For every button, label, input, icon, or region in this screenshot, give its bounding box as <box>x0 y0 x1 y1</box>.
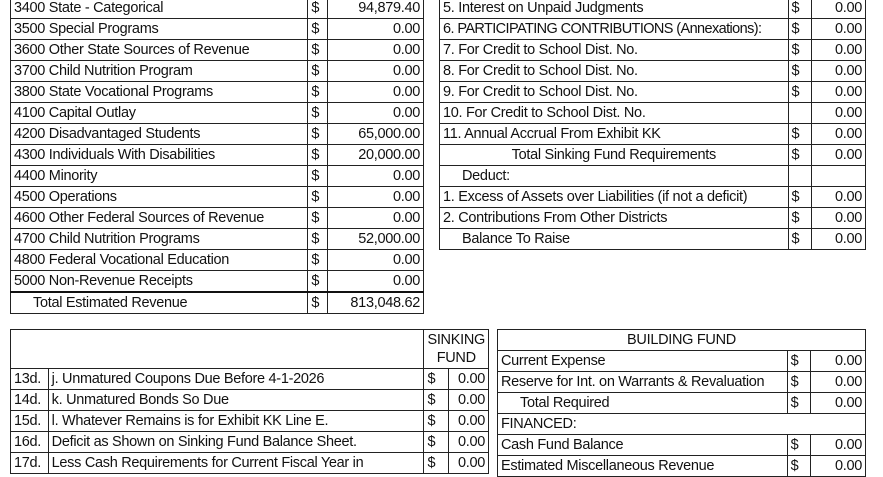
table-row <box>11 82 424 103</box>
currency-sign: $ <box>788 61 812 82</box>
table-row <box>11 250 424 271</box>
building-fund-table <box>497 329 866 477</box>
currency-sign: $ <box>788 124 812 145</box>
sinking-req-amount: 0.00 <box>812 0 866 19</box>
sinking-fund-label: j. Unmatured Coupons Due Before 4-1-2026 <box>48 369 424 390</box>
currency-sign: $ <box>308 145 328 166</box>
currency-sign: $ <box>788 208 812 229</box>
table-row <box>498 414 866 435</box>
sinking-fund-label: k. Unmatured Bonds So Due <box>48 390 424 411</box>
revenue-amount: 0.00 <box>328 61 424 82</box>
currency-sign: $ <box>788 229 812 250</box>
table-row <box>11 432 489 453</box>
currency-sign: $ <box>308 19 328 40</box>
revenue-amount: 94,879.40 <box>328 0 424 19</box>
sinking-fund-amount: 0.00 <box>449 390 489 411</box>
table-row <box>498 393 866 414</box>
building-fund-amount: 0.00 <box>811 372 866 393</box>
sinking-req-label: 9. For Credit to School Dist. No. <box>440 82 789 103</box>
revenue-amount: 20,000.00 <box>328 145 424 166</box>
currency-sign <box>788 166 812 187</box>
table-row <box>440 187 866 208</box>
building-fund-label: Total Required <box>498 393 788 414</box>
building-fund-amount: 0.00 <box>811 456 866 477</box>
table-row <box>498 435 866 456</box>
sinking-req-amount: 0.00 <box>812 40 866 61</box>
sinking-req-label: 2. Contributions From Other Districts <box>440 208 789 229</box>
line-code: 15d. <box>11 411 49 432</box>
currency-sign: $ <box>424 432 449 453</box>
currency-sign: $ <box>308 82 328 103</box>
sinking-req-label: Balance To Raise <box>440 229 789 250</box>
currency-sign: $ <box>308 103 328 124</box>
table-row <box>440 208 866 229</box>
currency-sign: $ <box>308 208 328 229</box>
table-row <box>11 208 424 229</box>
table-row <box>11 271 424 293</box>
sinking-req-label: 8. For Credit to School Dist. No. <box>440 61 789 82</box>
table-row <box>11 187 424 208</box>
building-fund-amount: 0.00 <box>811 435 866 456</box>
sinking-fund-header-line2: FUND <box>436 350 476 366</box>
revenue-amount: 0.00 <box>328 271 424 293</box>
revenue-table <box>10 0 424 314</box>
revenue-amount: 0.00 <box>328 40 424 61</box>
table-row <box>11 229 424 250</box>
line-code: 14d. <box>11 390 49 411</box>
sinking-fund-label: l. Whatever Remains is for Exhibit KK Line E. <box>48 411 424 432</box>
sinking-fund-table <box>10 329 489 474</box>
currency-sign: $ <box>788 0 812 19</box>
sinking-req-amount: 0.00 <box>812 208 866 229</box>
revenue-amount: 0.00 <box>328 166 424 187</box>
revenue-amount: 0.00 <box>328 250 424 271</box>
building-fund-amount: 0.00 <box>811 351 866 372</box>
revenue-label: 4300 Individuals With Disabilities <box>11 145 308 166</box>
revenue-amount: 65,000.00 <box>328 124 424 145</box>
revenue-label: 4600 Other Federal Sources of Revenue <box>11 208 308 229</box>
total-row <box>11 292 424 314</box>
table-row <box>11 453 489 474</box>
currency-sign <box>788 103 812 124</box>
currency-sign: $ <box>787 435 811 456</box>
sinking-fund-header <box>424 330 489 369</box>
sinking-req-amount: 0.00 <box>812 187 866 208</box>
building-fund-amount: 0.00 <box>811 393 866 414</box>
sinking-req-amount <box>812 166 866 187</box>
sinking-fund-header-line1: SINKING <box>427 332 485 348</box>
building-fund-label: Estimated Miscellaneous Revenue <box>498 456 788 477</box>
sinking-req-amount: 0.00 <box>812 103 866 124</box>
table-row <box>11 411 489 432</box>
table-row <box>440 145 866 166</box>
revenue-label: 4200 Disadvantaged Students <box>11 124 308 145</box>
sinking-fund-amount: 0.00 <box>449 432 489 453</box>
sinking-req-amount: 0.00 <box>812 61 866 82</box>
table-row <box>440 40 866 61</box>
table-row <box>11 124 424 145</box>
sinking-req-label: 10. For Credit to School Dist. No. <box>440 103 789 124</box>
revenue-label: 3600 Other State Sources of Revenue <box>11 40 308 61</box>
revenue-amount: 52,000.00 <box>328 229 424 250</box>
revenue-label: 3400 State - Categorical <box>11 0 308 19</box>
sinking-req-label: 5. Interest on Unpaid Judgments <box>440 0 789 19</box>
table-row <box>440 0 866 19</box>
currency-sign: $ <box>308 229 328 250</box>
table-row <box>11 19 424 40</box>
table-row <box>440 124 866 145</box>
table-row <box>498 351 866 372</box>
sinking-req-label: 11. Annual Accrual From Exhibit KK <box>440 124 789 145</box>
currency-sign: $ <box>787 372 811 393</box>
table-row <box>11 40 424 61</box>
revenue-amount: 0.00 <box>328 103 424 124</box>
sinking-fund-label: Deficit as Shown on Sinking Fund Balance Sheet. <box>48 432 424 453</box>
sinking-req-label: Total Sinking Fund Requirements <box>440 145 789 166</box>
table-row <box>440 103 866 124</box>
building-fund-label: FINANCED: <box>498 414 866 435</box>
currency-sign: $ <box>308 0 328 19</box>
currency-sign: $ <box>308 40 328 61</box>
table-row <box>11 166 424 187</box>
currency-sign: $ <box>787 393 811 414</box>
line-code: 17d. <box>11 453 49 474</box>
currency-sign: $ <box>424 369 449 390</box>
currency-sign: $ <box>424 453 449 474</box>
revenue-label: 4700 Child Nutrition Programs <box>11 229 308 250</box>
sinking-req-amount: 0.00 <box>812 19 866 40</box>
sinking-req-label: Deduct: <box>440 166 789 187</box>
building-fund-header: BUILDING FUND <box>498 330 866 351</box>
table-row <box>440 61 866 82</box>
revenue-amount: 0.00 <box>328 82 424 103</box>
sinking-req-amount: 0.00 <box>812 145 866 166</box>
revenue-label: 4500 Operations <box>11 187 308 208</box>
revenue-amount: 0.00 <box>328 19 424 40</box>
revenue-label: 4100 Capital Outlay <box>11 103 308 124</box>
currency-sign: $ <box>308 250 328 271</box>
table-row <box>498 456 866 477</box>
sinking-fund-amount: 0.00 <box>449 369 489 390</box>
sinking-requirements-table <box>439 0 866 250</box>
currency-sign: $ <box>308 166 328 187</box>
currency-sign: $ <box>308 271 328 293</box>
currency-sign: $ <box>424 411 449 432</box>
currency-sign: $ <box>787 456 811 477</box>
sinking-fund-label: Less Cash Requirements for Current Fiscal Year in <box>48 453 424 474</box>
revenue-label: 3700 Child Nutrition Program <box>11 61 308 82</box>
table-row <box>440 82 866 103</box>
currency-sign: $ <box>788 19 812 40</box>
sinking-fund-amount: 0.00 <box>449 453 489 474</box>
currency-sign: $ <box>424 390 449 411</box>
currency-sign: $ <box>788 187 812 208</box>
revenue-label: 4800 Federal Vocational Education <box>11 250 308 271</box>
table-row <box>11 61 424 82</box>
table-row <box>11 369 489 390</box>
table-row <box>440 229 866 250</box>
currency-sign: $ <box>788 145 812 166</box>
currency-sign: $ <box>787 351 811 372</box>
line-code: 13d. <box>11 369 49 390</box>
currency-sign: $ <box>308 61 328 82</box>
currency-sign: $ <box>308 187 328 208</box>
table-row <box>11 103 424 124</box>
table-row <box>440 166 866 187</box>
table-row <box>11 390 489 411</box>
revenue-total-label: Total Estimated Revenue <box>11 292 308 314</box>
sinking-req-amount: 0.00 <box>812 229 866 250</box>
table-row <box>11 0 424 19</box>
building-fund-label: Cash Fund Balance <box>498 435 788 456</box>
revenue-label: 4400 Minority <box>11 166 308 187</box>
revenue-amount: 0.00 <box>328 208 424 229</box>
currency-sign: $ <box>788 82 812 103</box>
table-row <box>440 19 866 40</box>
revenue-label: 5000 Non-Revenue Receipts <box>11 271 308 293</box>
sinking-fund-amount: 0.00 <box>449 411 489 432</box>
table-row <box>11 145 424 166</box>
sinking-req-amount: 0.00 <box>812 82 866 103</box>
currency-sign: $ <box>308 124 328 145</box>
revenue-label: 3500 Special Programs <box>11 19 308 40</box>
currency-sign: $ <box>788 40 812 61</box>
revenue-amount: 0.00 <box>328 187 424 208</box>
currency-sign: $ <box>308 292 328 314</box>
building-fund-label: Current Expense <box>498 351 788 372</box>
sinking-req-amount: 0.00 <box>812 124 866 145</box>
sinking-req-label: 7. For Credit to School Dist. No. <box>440 40 789 61</box>
sinking-fund-header-blank <box>11 330 424 369</box>
building-fund-label: Reserve for Int. on Warrants & Revaluation <box>498 372 788 393</box>
table-row <box>498 372 866 393</box>
line-code: 16d. <box>11 432 49 453</box>
sinking-req-label: 6. PARTICIPATING CONTRIBUTIONS (Annexations): <box>440 19 789 40</box>
sinking-req-label: 1. Excess of Assets over Liabilities (if not a deficit) <box>440 187 789 208</box>
revenue-label: 3800 State Vocational Programs <box>11 82 308 103</box>
revenue-total-amount: 813,048.62 <box>328 292 424 314</box>
